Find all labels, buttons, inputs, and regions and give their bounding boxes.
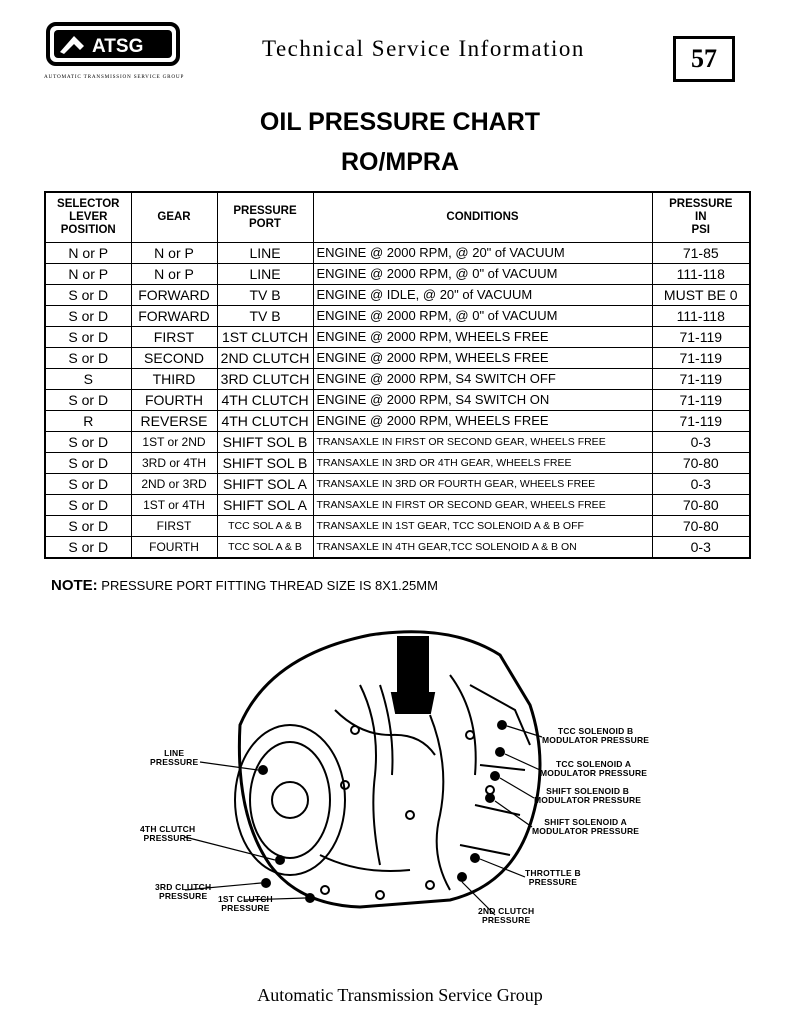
note-text: PRESSURE PORT FITTING THREAD SIZE IS 8X1.25MM xyxy=(97,578,438,593)
cell-selector-position: S or D xyxy=(45,516,131,537)
cell-selector-position: S or D xyxy=(45,495,131,516)
cell-gear: THIRD xyxy=(131,369,217,390)
cell-gear: 3RD or 4TH xyxy=(131,453,217,474)
callout-tcc-sol-b-modulator: TCC SOLENOID B MODULATOR PRESSURE xyxy=(542,726,650,745)
atsg-logo xyxy=(40,22,190,84)
callout-4th-clutch-pressure: 4TH CLUTCH PRESSURE xyxy=(140,824,196,843)
cell-conditions: ENGINE @ 2000 RPM, S4 SWITCH ON xyxy=(313,390,652,411)
cell-selector-position: S or D xyxy=(45,285,131,306)
cell-pressure-psi: 111-118 xyxy=(652,264,750,285)
document-subtitle: RO/MPRA xyxy=(340,148,460,176)
table-row xyxy=(45,432,750,453)
table-row xyxy=(45,453,750,474)
callout-1st-clutch-pressure: 1ST CLUTCH PRESSURE xyxy=(218,894,273,913)
cell-conditions: ENGINE @ 2000 RPM, @ 0" of VACUUM xyxy=(313,264,652,285)
cell-selector-position: S or D xyxy=(45,390,131,411)
cell-gear: 2ND or 3RD xyxy=(131,474,217,495)
cell-conditions: ENGINE @ 2000 RPM, WHEELS FREE xyxy=(313,348,652,369)
table-row xyxy=(45,369,750,390)
cell-pressure-port: SHIFT SOL B xyxy=(217,432,313,453)
callout-shift-sol-b-modulator: SHIFT SOLENOID B MODULATOR PRESSURE xyxy=(534,786,642,805)
table-row xyxy=(45,264,750,285)
table-row xyxy=(45,411,750,432)
svg-text:AUTOMATIC TRANSMISSION SERVICE: AUTOMATIC TRANSMISSION SERVICE GROUP xyxy=(44,74,185,80)
cell-pressure-psi: 70-80 xyxy=(652,495,750,516)
cell-pressure-port: LINE xyxy=(217,243,313,264)
cell-gear: REVERSE xyxy=(131,411,217,432)
cell-pressure-port: SHIFT SOL A xyxy=(217,474,313,495)
cell-conditions: TRANSAXLE IN 3RD OR 4TH GEAR, WHEELS FREE xyxy=(313,453,652,474)
cell-gear: FIRST xyxy=(131,327,217,348)
cell-pressure-psi: 111-118 xyxy=(652,306,750,327)
cell-conditions: TRANSAXLE IN FIRST OR SECOND GEAR, WHEELS FREE xyxy=(313,495,652,516)
cell-conditions: TRANSAXLE IN FIRST OR SECOND GEAR, WHEELS FREE xyxy=(313,432,652,453)
cell-conditions: TRANSAXLE IN 3RD OR FOURTH GEAR, WHEELS FREE xyxy=(313,474,652,495)
cell-selector-position: S or D xyxy=(45,348,131,369)
cell-gear: N or P xyxy=(131,243,217,264)
cell-conditions: ENGINE @ 2000 RPM, WHEELS FREE xyxy=(313,327,652,348)
page-number: 57 xyxy=(673,36,735,82)
header-selector-position: SELECTOR LEVER POSITION xyxy=(45,192,131,243)
cell-pressure-port: LINE xyxy=(217,264,313,285)
header-conditions: CONDITIONS xyxy=(313,192,652,243)
cell-pressure-psi: 71-119 xyxy=(652,327,750,348)
table-row xyxy=(45,474,750,495)
cell-pressure-port: 3RD CLUTCH xyxy=(217,369,313,390)
cell-conditions: ENGINE @ 2000 RPM, WHEELS FREE xyxy=(313,411,652,432)
callout-2nd-clutch-pressure: 2ND CLUTCH PRESSURE xyxy=(478,906,535,925)
note-label: NOTE: xyxy=(51,577,98,594)
cell-gear: FIRST xyxy=(131,516,217,537)
cell-pressure-port: TV B xyxy=(217,306,313,327)
cell-pressure-port: 2ND CLUTCH xyxy=(217,348,313,369)
cell-selector-position: S xyxy=(45,369,131,390)
callout-shift-sol-a-modulator: SHIFT SOLENOID A MODULATOR PRESSURE xyxy=(532,817,640,836)
cell-pressure-port: TCC SOL A & B xyxy=(217,537,313,559)
cell-pressure-psi: MUST BE 0 xyxy=(652,285,750,306)
table-row xyxy=(45,243,750,264)
cell-conditions: TRANSAXLE IN 4TH GEAR,TCC SOLENOID A & B ON xyxy=(313,537,652,559)
header-pressure-port: PRESSURE PORT xyxy=(217,192,313,243)
note xyxy=(51,577,438,594)
cell-pressure-psi: 71-85 xyxy=(652,243,750,264)
cell-gear: N or P xyxy=(131,264,217,285)
callout-tcc-sol-a-modulator: TCC SOLENOID A MODULATOR PRESSURE xyxy=(540,759,648,778)
cell-conditions: ENGINE @ 2000 RPM, @ 20" of VACUUM xyxy=(313,243,652,264)
cell-gear: SECOND xyxy=(131,348,217,369)
cell-conditions: TRANSAXLE IN 1ST GEAR, TCC SOLENOID A & B OFF xyxy=(313,516,652,537)
cell-conditions: ENGINE @ 2000 RPM, S4 SWITCH OFF xyxy=(313,369,652,390)
cell-pressure-port: 4TH CLUTCH xyxy=(217,411,313,432)
header-gear: GEAR xyxy=(131,192,217,243)
cell-pressure-psi: 0-3 xyxy=(652,537,750,559)
table-row xyxy=(45,537,750,559)
cell-pressure-psi: 70-80 xyxy=(652,453,750,474)
footer: Automatic Transmission Service Group xyxy=(257,985,543,1005)
cell-gear: FORWARD xyxy=(131,285,217,306)
table-row xyxy=(45,516,750,537)
cell-pressure-psi: 71-119 xyxy=(652,369,750,390)
cell-selector-position: S or D xyxy=(45,537,131,559)
cell-pressure-psi: 70-80 xyxy=(652,516,750,537)
cell-selector-position: N or P xyxy=(45,264,131,285)
cell-conditions: ENGINE @ 2000 RPM, @ 0" of VACUUM xyxy=(313,306,652,327)
cell-pressure-psi: 0-3 xyxy=(652,432,750,453)
table-row xyxy=(45,327,750,348)
table-row xyxy=(45,306,750,327)
cell-pressure-port: 4TH CLUTCH xyxy=(217,390,313,411)
callout-line-pressure: LINE PRESSURE xyxy=(150,748,199,767)
callout-3rd-clutch-pressure: 3RD CLUTCH PRESSURE xyxy=(155,882,212,901)
cell-selector-position: R xyxy=(45,411,131,432)
cell-pressure-port: 1ST CLUTCH xyxy=(217,327,313,348)
cell-gear: FORWARD xyxy=(131,306,217,327)
cell-pressure-psi: 0-3 xyxy=(652,474,750,495)
cell-selector-position: S or D xyxy=(45,306,131,327)
cell-gear: FOURTH xyxy=(131,390,217,411)
cell-selector-position: S or D xyxy=(45,453,131,474)
cell-gear: 1ST or 2ND xyxy=(131,432,217,453)
header-pressure-psi: PRESSURE IN PSI xyxy=(652,192,750,243)
cell-gear: 1ST or 4TH xyxy=(131,495,217,516)
document-title: OIL PRESSURE CHART xyxy=(259,108,541,136)
cell-selector-position: S or D xyxy=(45,474,131,495)
table-row xyxy=(45,348,750,369)
table-row xyxy=(45,285,750,306)
cell-selector-position: S or D xyxy=(45,432,131,453)
cell-pressure-port: TV B xyxy=(217,285,313,306)
table-row xyxy=(45,390,750,411)
cell-pressure-psi: 71-119 xyxy=(652,348,750,369)
cell-selector-position: S or D xyxy=(45,327,131,348)
cell-pressure-port: TCC SOL A & B xyxy=(217,516,313,537)
cell-selector-position: N or P xyxy=(45,243,131,264)
table-row xyxy=(45,495,750,516)
table-header-row xyxy=(45,192,750,243)
cell-pressure-psi: 71-119 xyxy=(652,390,750,411)
cell-gear: FOURTH xyxy=(131,537,217,559)
header-title: Technical Service Information xyxy=(262,36,585,61)
cell-conditions: ENGINE @ IDLE, @ 20" of VACUUM xyxy=(313,285,652,306)
cell-pressure-psi: 71-119 xyxy=(652,411,750,432)
svg-text:ATSG: ATSG xyxy=(92,36,144,57)
callout-throttle-b-pressure: THROTTLE B PRESSURE xyxy=(525,868,581,887)
transaxle-diagram xyxy=(130,615,690,965)
cell-pressure-port: SHIFT SOL A xyxy=(217,495,313,516)
cell-pressure-port: SHIFT SOL B xyxy=(217,453,313,474)
oil-pressure-table xyxy=(44,191,751,559)
